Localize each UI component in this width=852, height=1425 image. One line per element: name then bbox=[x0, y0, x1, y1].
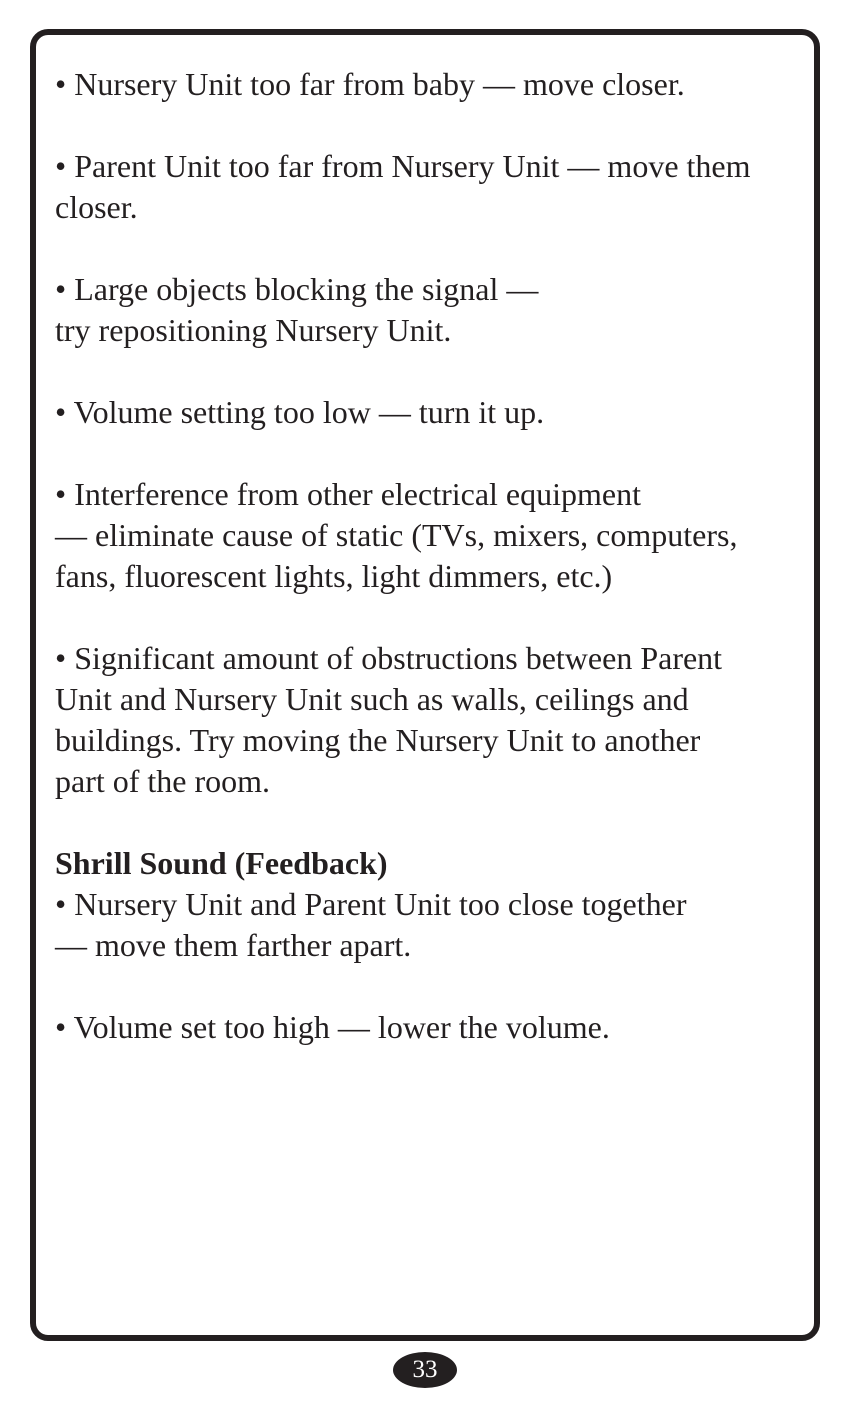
troubleshooting-content bbox=[55, 64, 805, 1089]
tip-line: Unit and Nursery Unit such as walls, ceilings and bbox=[55, 681, 689, 717]
tip-line: • Nursery Unit too far from baby — move closer. bbox=[55, 66, 685, 102]
page-number-badge: 33 bbox=[393, 1352, 457, 1388]
section-heading-shrill-sound: Shrill Sound (Feedback) bbox=[55, 845, 388, 881]
tip-line: — eliminate cause of static (TVs, mixers, computers, bbox=[55, 517, 738, 553]
tip-too-close bbox=[55, 884, 805, 966]
tip-line: closer. bbox=[55, 189, 138, 225]
tip-line: fans, fluorescent lights, light dimmers, etc.) bbox=[55, 558, 613, 594]
tip-obstructions bbox=[55, 638, 805, 802]
tip-line: • Parent Unit too far from Nursery Unit — move them bbox=[55, 148, 751, 184]
tip-volume-low bbox=[55, 392, 805, 433]
tip-line: — move them farther apart. bbox=[55, 927, 412, 963]
tip-line: • Interference from other electrical equipment bbox=[55, 476, 641, 512]
tip-line: • Volume set too high — lower the volume. bbox=[55, 1009, 610, 1045]
tip-nursery-too-far bbox=[55, 64, 805, 105]
tip-volume-high bbox=[55, 1007, 805, 1048]
tip-line: buildings. Try moving the Nursery Unit to another bbox=[55, 722, 701, 758]
tip-large-objects bbox=[55, 269, 805, 351]
tip-interference bbox=[55, 474, 805, 597]
tip-line: try repositioning Nursery Unit. bbox=[55, 312, 452, 348]
tip-line: part of the room. bbox=[55, 763, 271, 799]
tip-line: • Volume setting too low — turn it up. bbox=[55, 394, 545, 430]
tip-line: • Nursery Unit and Parent Unit too close together bbox=[55, 886, 687, 922]
tip-line: • Significant amount of obstructions between Parent bbox=[55, 640, 723, 676]
tip-line: • Large objects blocking the signal — bbox=[55, 271, 539, 307]
tip-parent-too-far bbox=[55, 146, 805, 228]
